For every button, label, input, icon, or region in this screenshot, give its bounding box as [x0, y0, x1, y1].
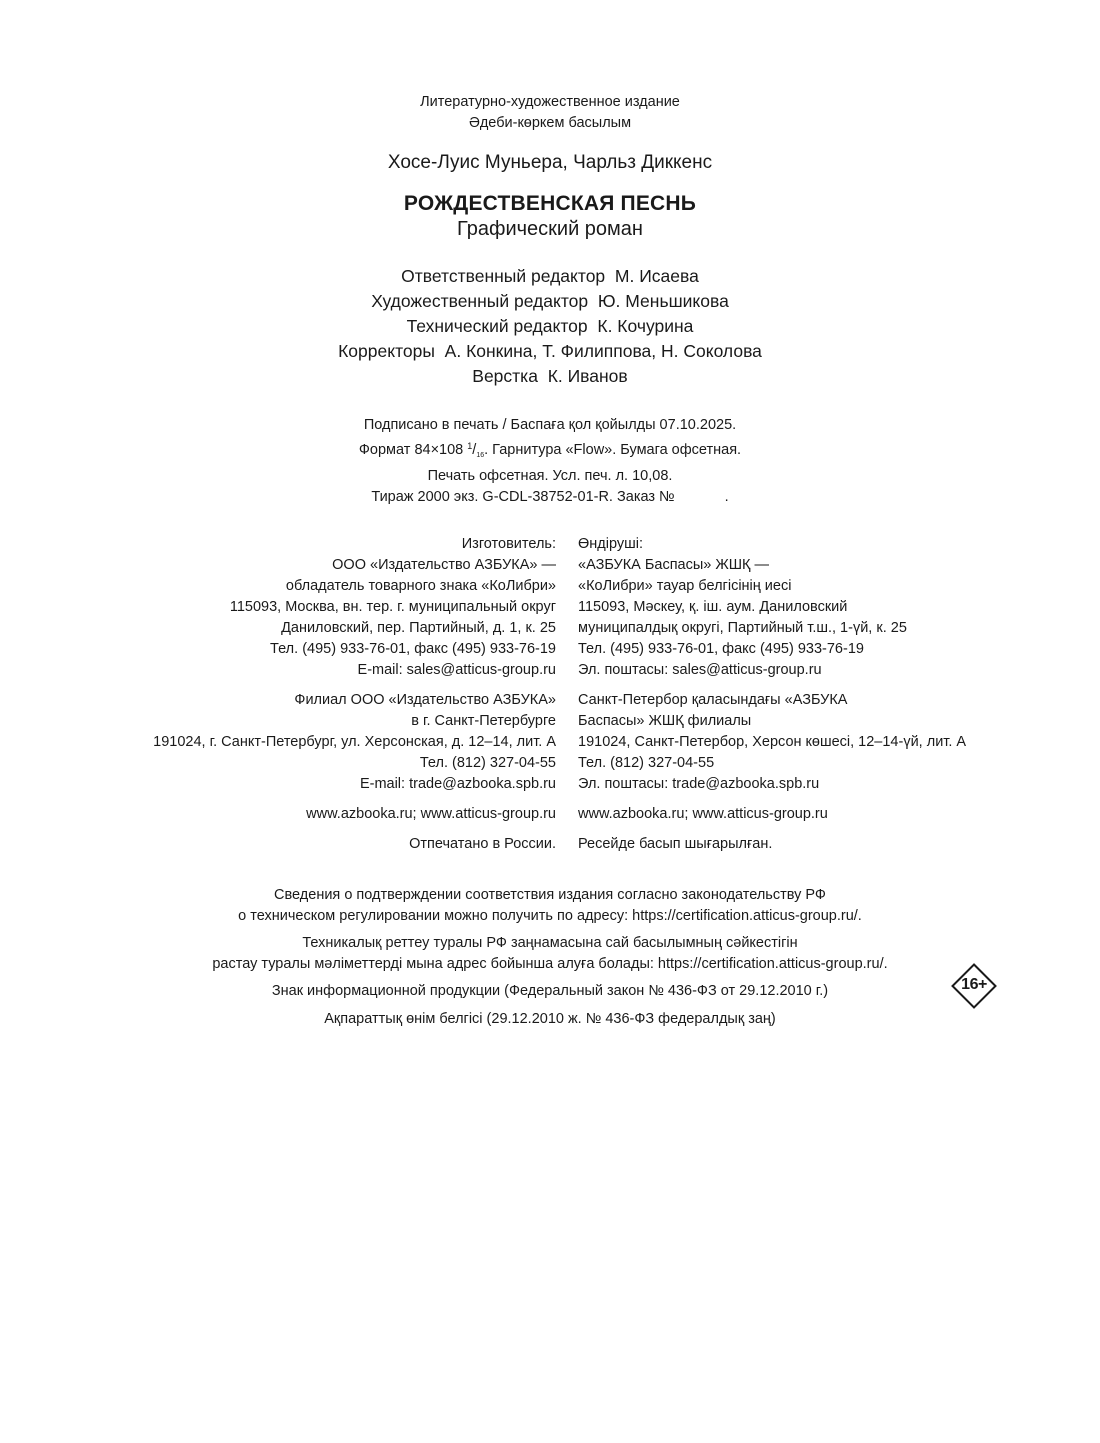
credit-line	[0, 364, 1100, 389]
manufacturer-kz	[578, 534, 966, 855]
format-suffix: . Гарнитура «Flow». Бумага офсетная.	[484, 442, 742, 458]
cert-kz-2: растау туралы мәліметтерді мына адрес бойынша алуға болады: https://certification.atticus-group.ru/.	[212, 956, 888, 972]
run-end: .	[724, 489, 729, 505]
credit-line	[0, 339, 1100, 364]
branch-kz-line: Тел. (812) 327-04-55	[578, 755, 715, 771]
credit-name: А. Конкина, Т. Филиппова, Н. Соколова	[444, 341, 762, 361]
branch-ru-line: Тел. (812) 327-04-55	[419, 755, 556, 771]
signed-line: Подписано в печать / Баспаға қол қойылды 07.10.2025.	[363, 417, 737, 433]
age-rating-badge	[951, 963, 997, 1009]
book-title: РОЖДЕСТВЕНСКАЯ ПЕСНЬ	[403, 192, 697, 215]
mfr-ru-line: обладатель товарного знака «КоЛибри»	[285, 578, 556, 594]
credit-role: Ответственный редактор	[401, 266, 606, 286]
mfr-ru-email: E-mail: sales@atticus-group.ru	[357, 662, 556, 678]
run-text: Тираж 2000 экз. G-CDL-38752-01-R. Заказ №	[371, 489, 675, 505]
format-line	[0, 436, 1100, 466]
credit-line	[0, 264, 1100, 289]
mfr-kz-line: «КоЛибри» тауар белгісінің иесі	[578, 578, 792, 594]
cert-ru-2: о техническом регулировании можно получить по адресу: https://certification.atticus-group.ru/.	[238, 908, 862, 924]
credit-role: Художественный редактор	[371, 291, 589, 311]
edition-type-kz: Әдеби-көркем басылым	[468, 115, 632, 131]
branch-kz-line: Санкт-Петербор қаласындағы «АЗБУКА	[578, 692, 848, 708]
credit-role: Верстка	[472, 366, 538, 386]
format-prefix: Формат 84×108	[358, 442, 468, 458]
run-line	[0, 487, 1100, 508]
branch-kz-email: Эл. поштасы: trade@azbooka.spb.ru	[578, 776, 820, 792]
printed-in-kz: Ресейде басып шығарылған.	[578, 836, 773, 852]
branch-ru-line: 191024, г. Санкт-Петербург, ул. Херсонская, д. 12–14, лит. А	[153, 734, 556, 750]
mfr-ru-line: Даниловский, пер. Партийный, д. 1, к. 25	[281, 620, 556, 636]
credit-name: К. Кочурина	[597, 316, 694, 336]
mfr-ru-line: ООО «Издательство АЗБУКА» —	[332, 557, 556, 573]
format-slash: /	[472, 442, 477, 458]
cert-ru-1: Сведения о подтверждении соответствия издания согласно законодательству РФ	[274, 887, 826, 903]
age-rating-label: 16+	[961, 976, 987, 993]
edition-type-ru: Литературно-художественное издание	[420, 94, 680, 110]
sign-kz: Ақпараттық өнім белгісі (29.12.2010 ж. № 436-ФЗ федералдық заң)	[324, 1011, 776, 1027]
credit-line	[0, 314, 1100, 339]
credit-line	[0, 289, 1100, 314]
mfr-kz-line: 115093, Мәскеу, қ. іш. аум. Даниловский	[578, 599, 848, 615]
mfr-ru-line: Изготовитель:	[461, 536, 556, 552]
book-subtitle: Графический роман	[457, 218, 643, 240]
credit-name: Ю. Меньшикова	[597, 291, 729, 311]
mfr-kz-line: муниципалдық округі, Партийный т.ш., 1-үй, к. 25	[578, 620, 907, 636]
printed-in-ru: Отпечатано в России.	[409, 836, 556, 852]
branch-ru-line: Филиал ООО «Издательство АЗБУКА»	[294, 692, 556, 708]
branch-ru-email: E-mail: trade@azbooka.spb.ru	[359, 776, 556, 792]
mfr-kz-line: Тел. (495) 933-76-01, факс (495) 933-76-19	[578, 641, 864, 657]
format-denominator: 16	[476, 452, 485, 459]
mfr-kz-line: Өндіруші:	[578, 536, 644, 552]
mfr-kz-email: Эл. поштасы: sales@atticus-group.ru	[578, 662, 822, 678]
mfr-kz-line: «АЗБУКА Баспасы» ЖШҚ —	[578, 557, 770, 573]
manufacturer-ru	[153, 534, 556, 855]
branch-kz-line: Баспасы» ЖШҚ филиалы	[578, 713, 752, 729]
credits-block	[0, 264, 1100, 389]
format-numerator: 1	[467, 441, 473, 451]
branch-kz-line: 191024, Санкт-Петербор, Херсон көшесі, 12–14-үй, лит. А	[578, 734, 967, 750]
websites-ru: www.azbooka.ru; www.atticus-group.ru	[306, 806, 556, 822]
cert-kz-1: Техникалық реттеу туралы РФ заңнамасына сай басылымның сәйкестігін	[302, 935, 798, 951]
printing-line: Печать офсетная. Усл. печ. л. 10,08.	[427, 468, 673, 484]
authors: Хосе-Луис Муньера, Чарльз Диккенс	[387, 152, 713, 173]
mfr-ru-line: Тел. (495) 933-76-01, факс (495) 933-76-19	[270, 641, 556, 657]
print-info	[0, 415, 1100, 508]
credit-role: Технический редактор	[406, 316, 588, 336]
credit-name: М. Исаева	[614, 266, 699, 286]
sign-ru: Знак информационной продукции (Федеральный закон № 436-ФЗ от 29.12.2010 г.)	[271, 983, 829, 999]
credit-name: К. Иванов	[547, 366, 628, 386]
mfr-ru-line: 115093, Москва, вн. тер. г. муниципальный округ	[229, 599, 556, 615]
credit-role: Корректоры	[338, 341, 435, 361]
branch-ru-line: в г. Санкт-Петербурге	[411, 713, 556, 729]
websites-kz: www.azbooka.ru; www.atticus-group.ru	[578, 806, 828, 822]
